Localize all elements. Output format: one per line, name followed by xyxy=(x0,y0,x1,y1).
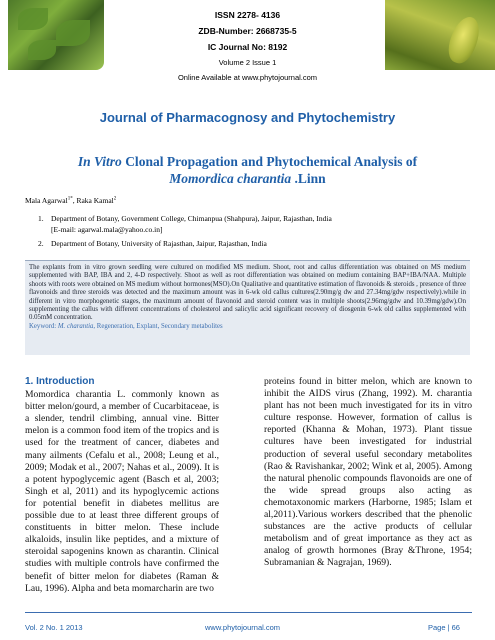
author-2-sup: 2 xyxy=(113,196,117,202)
author-2: , Raka Kamal xyxy=(72,196,114,205)
keywords-label: Keyword: xyxy=(29,322,58,330)
article-title-rest-1: Clonal Propagation and Phytochemical Analysis of xyxy=(121,154,418,169)
keywords xyxy=(29,323,466,331)
volume-issue-line: Volume 2 Issue 1 xyxy=(218,58,277,67)
article-title xyxy=(20,153,475,187)
affiliation-1 xyxy=(38,213,468,235)
abstract-box xyxy=(25,260,470,355)
intro-left-text: Momordica charantia L. commonly known as bitter melon/gourd, a member of Cucarbitaceae, is a slender, tendril climbing, annual vine. Bitter melon is a common food item of the tropics and is used for the treatment of cancer, diabetes and many ailments (Cefalu et al., 2008; Leung et al., 2009; Modak et al., 2007; Nahas et al., 2009). It is a potent hypoglycemic agent (Basch et al, 2003; Singh et al, 2011) and its hypoglycemic actions for potential benefit in diabetes mellitus are possible due to at least three different groups of constituents in bitter melon. These include alkaloids, insulin like peptides, and a mixture of steroidal sapogenins known as charantin. Clinical studies with multiple controls have confirmed the benefit of bitter melon for diabetes (Raman & Lau, 1996). Alpha and beta momarcharin are two xyxy=(25,389,219,594)
footer-website: www.phytojournal.com xyxy=(205,623,281,632)
ic-journal-line: IC Journal No: 8192 xyxy=(207,42,288,52)
keywords-rest: , Regeneration, Explant, Secondary metabolites xyxy=(93,322,223,330)
article-title-italic-2: Momordica charantia xyxy=(169,171,292,186)
affiliation-1-number: 1. xyxy=(38,214,44,223)
abstract-text: The explants from in vitro grown seedling were cultured on modified MS medium. Shoot, root and callus differentiation was obtained on MS medium supplemented with BAP, IBA and 2, 4-D respectively. Shoot as well as root differentiation was obtained on medium containing BAP+IBA/NAA. Multiple shoots with roots were obtained on MS medium without hormones(MSO).On Qualitative and quantitative estimation of flavonoids & steroids , presence of three flavonoids and three steroids was detected and the maximum amount was in 6-wk old callus cultures(2.90mg/g dw and 27.34mg/gdw respectively).while in different in vitro morphogenetic stages, the maximum amount of flavonoid and steroid content was in multiple shoots(2.96mg/gdw and 10.39mg/gdw).On supplementing the callus with different concentrations of cholesterol and salicylic acid significant recovery of diosgenin 6-wk old callus supplemented with 0.05mM concentration. xyxy=(29,264,466,322)
introduction-heading: 1. Introduction xyxy=(25,376,95,387)
intro-right-column xyxy=(264,376,472,570)
affiliation-1-email: [E-mail: agarwal.mala@yahoo.co.in] xyxy=(51,225,163,234)
online-availability-line: Online Available at www.phytojournal.com xyxy=(177,73,318,82)
intro-left-column xyxy=(25,376,219,595)
author-1-sup: 1* xyxy=(67,196,73,202)
author-1: Mala Agarwal xyxy=(25,196,68,205)
article-title-italic-1: In Vitro xyxy=(77,154,122,169)
affiliation-2-number: 2. xyxy=(38,239,44,248)
affiliation-2 xyxy=(38,238,468,249)
affiliation-2-text: Department of Botany, University of Rajasthan, Jaipur, Rajasthan, India xyxy=(51,239,267,248)
issn-line: ISSN 2278- 4136 xyxy=(214,10,281,20)
author-list xyxy=(25,196,116,205)
footer-page-number: Page | 66 xyxy=(428,623,460,632)
zdb-number-line: ZDB-Number: 2668735-5 xyxy=(198,26,297,36)
journal-title: Journal of Pharmacognosy and Phytochemistry xyxy=(99,110,396,125)
affiliation-1-text: Department of Botany, Government College, Chimanpua (Shahpura), Jaipur, Rajasthan, India xyxy=(51,214,332,223)
keyword-species: M. charantia xyxy=(57,322,94,330)
intro-right-text: proteins found in bitter melon, which are known to inhibit the AIDS virus (Zhang, 1992). M. charantia plant has not been much investigated for its in vitro culture response. However, formation of callus is reported (Khanna & Mohan, 1973). Plant tissue cultures have been investigated for industrial production of several useful secondary metabolites (Rao & Ravishankar, 2002; Wink et al, 2005). Among the natural phenolic compounds flavonoids are one of the wide spread groups also acting as chemotaxonomic markers (Harborne, 1985; Islam et al,2011).Various workers described that the phenolic substances are the active products of cellular metabolism and of great importance as they act as analog of growth hormones (Bray &Throne, 1954; Subramanian & Nagrajan, 1969). xyxy=(264,376,472,569)
footer-divider xyxy=(25,612,472,613)
footer-volume: Vol. 2 No. 1 2013 xyxy=(25,623,83,632)
article-title-rest-2: .Linn xyxy=(291,171,326,186)
